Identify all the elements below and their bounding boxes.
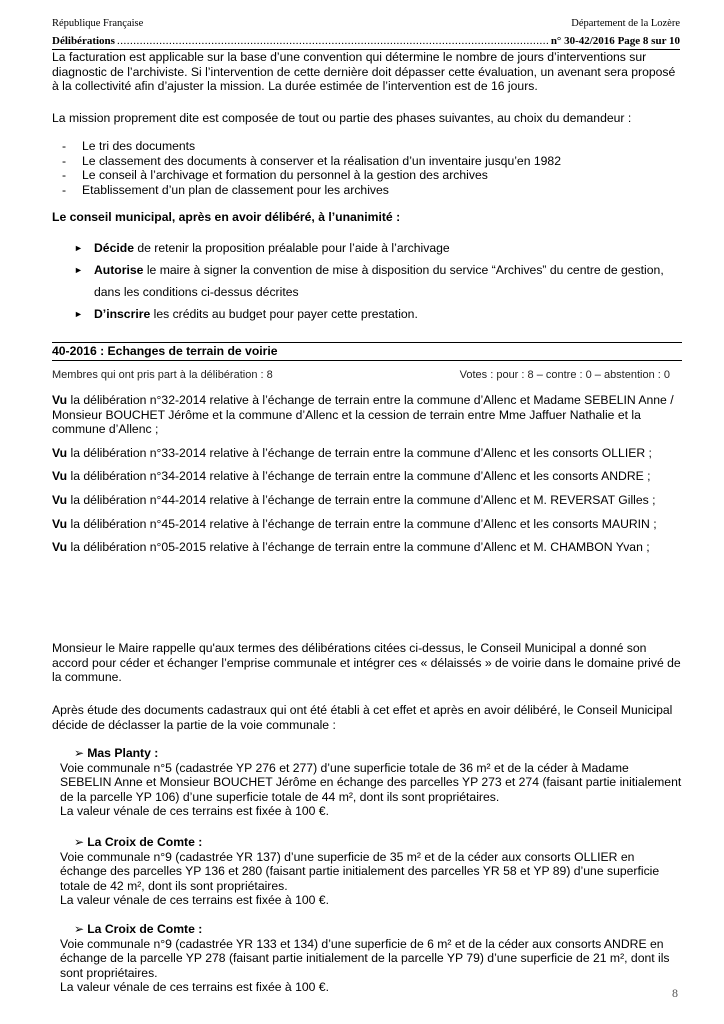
intro-block	[52, 50, 682, 94]
list-item: - Etablissement d’un plan de classement pour les archives	[52, 183, 682, 198]
vu-block	[52, 393, 682, 555]
decision-item	[52, 303, 682, 325]
header-ref: n° 30-42/2016	[550, 35, 615, 47]
list-item: - Le classement des documents à conserver et la réalisation d’un inventaire jusqu’en 1982	[52, 154, 682, 169]
vu-paragraph	[52, 493, 682, 508]
decision-list	[52, 237, 682, 325]
list-item: - Le tri des documents	[52, 139, 682, 154]
vu-text: la délibération n°05-2015 relative à l’échange de terrain entre la commune d’Allenc et M. CHAMBON Yvan ;	[67, 540, 650, 555]
votes-result: Votes : pour : 8 – contre : 0 – abstention : 0	[459, 368, 670, 381]
place-text: Voie communale n°5 (cadastrée YP 276 et 277) d’une superficie totale de 36 m² et de la céder à Madame SEBELIN Anne et Monsieur BOUCHET Jérôme en échange des parcelles YP 273 et 274 (faisant partie initialement de la parcelle YP 106) d’une superficie totale de 44 m², dont ils sont propriétaires.	[60, 760, 682, 804]
vu-label: Vu	[52, 445, 68, 460]
place-title: ➢ La Croix de Comte :	[74, 835, 203, 849]
vu-text: la délibération n°45-2014 relative à l’échange de terrain entre la commune d’Allenc et les consorts MAURIN ;	[67, 516, 657, 531]
place-title: ➢ Mas Planty :	[74, 746, 159, 760]
vu-paragraph	[52, 446, 682, 461]
vu-label: Vu	[52, 393, 68, 407]
vu-paragraph	[52, 517, 682, 532]
votes-row	[52, 368, 682, 383]
place-block	[52, 922, 682, 995]
decision-verb: Autorise	[94, 263, 144, 277]
phases-block	[52, 139, 682, 197]
page-header-bottom	[52, 31, 680, 50]
place-price: La valeur vénale de ces terrains est fixée à 100 €.	[60, 804, 329, 819]
place-block	[52, 835, 682, 908]
mission-block	[52, 111, 682, 126]
members-count: Membres qui ont pris part à la délibération : 8	[52, 368, 273, 381]
vu-text: la délibération n°33-2014 relative à l’échange de terrain entre la commune d’Allenc et les consorts OLLIER ;	[67, 445, 652, 460]
decision-heading-block	[52, 210, 682, 225]
apres-block	[52, 703, 682, 732]
arrow-bullet-icon: ►	[74, 265, 83, 275]
vu-text: la délibération n°34-2014 relative à l’échange de terrain entre la commune d’Allenc et les consorts ANDRE ;	[67, 469, 651, 484]
chevron-icon: ➢	[74, 922, 85, 936]
header-right: Département de la Lozère	[571, 18, 680, 29]
decision-item	[52, 259, 682, 303]
vu-label: Vu	[52, 469, 68, 484]
chevron-icon: ➢	[74, 835, 85, 849]
header-dot-leader	[117, 35, 549, 47]
phases-list	[52, 139, 682, 197]
list-item: - Le conseil à l’archivage et formation du personnel à la gestion des archives	[52, 168, 682, 183]
arrow-bullet-icon: ►	[74, 309, 83, 319]
paragraph-mission: La mission proprement dite est composée de tout ou partie des phases suivantes, au choix du demandeur :	[52, 111, 632, 125]
vu-paragraph	[52, 393, 682, 437]
decision-block	[52, 237, 682, 325]
arrow-bullet-icon: ►	[74, 243, 83, 253]
place-text: Voie communale n°9 (cadastrée YR 137) d’une superficie de 35 m² et de la céder aux consorts OLLIER en échange des parcelles YP 136 et 280 (faisant partie initialement des parcelles YR 58 et YP 89) d’une superficie totale de 42 m², dont ils sont propriétaires.	[60, 849, 660, 893]
vu-paragraph	[52, 540, 682, 555]
vu-paragraph	[52, 469, 682, 484]
header-page: Page 8 sur 10	[617, 35, 680, 47]
place-price: La valeur vénale de ces terrains est fixée à 100 €.	[60, 980, 329, 995]
section-header-block	[52, 342, 682, 382]
page-number: 8	[672, 986, 678, 1000]
vu-label: Vu	[52, 516, 68, 531]
vu-label: Vu	[52, 540, 68, 555]
vu-text: la délibération n°44-2014 relative à l’échange de terrain entre la commune d’Allenc et M. REVERSAT Gilles ;	[67, 492, 656, 507]
decision-text: les crédits au budget pour payer cette prestation.	[150, 307, 418, 321]
header-left: République Française	[52, 18, 144, 29]
decision-item	[52, 237, 682, 259]
decision-verb: D’inscrire	[94, 307, 151, 321]
section-title: 40-2016 : Echanges de terrain de voirie	[52, 342, 682, 361]
place-title: ➢ La Croix de Comte :	[74, 922, 203, 936]
header-label: Délibérations	[52, 35, 115, 47]
decision-verb: Décide	[94, 241, 134, 255]
page-header-top	[52, 18, 680, 32]
decision-text: de retenir la proposition préalable pour l’aide à l’archivage	[133, 241, 450, 255]
vu-label: Vu	[52, 492, 68, 507]
rappel-block	[52, 641, 682, 685]
paragraph-apres: Après étude des documents cadastraux qui ont été établi à cet effet et après en avoir délibéré, le Conseil Municipal décide de déclasser la partie de la voie communale :	[52, 703, 673, 732]
decision-text: le maire à signer la convention de mise à disposition du service “Archives” du centre de gestion, dans les conditions ci-dessus décrites	[94, 263, 664, 299]
chevron-icon: ➢	[74, 746, 85, 760]
place-price: La valeur vénale de ces terrains est fixée à 100 €.	[60, 893, 329, 908]
place-block	[52, 746, 682, 819]
vu-text: la délibération n°32-2014 relative à l’échange de terrain entre la commune d’Allenc et Madame SEBELIN Anne / Monsieur BOUCHET Jérôme et la commune d’Allenc et la cession de terrain entre Mme Jaffuer Nathalie et la commune d’Allenc ;	[52, 393, 674, 437]
paragraph-rappel: Monsieur le Maire rappelle qu'aux termes des délibérations citées ci-dessus, le Conseil Municipal a donné son accord pour céder et échanger l’emprise communale et intégrer ces « délaissés » de voirie dans le domaine privé de la commune.	[52, 641, 681, 685]
decision-heading: Le conseil municipal, après en avoir délibéré, à l’unanimité :	[52, 210, 401, 224]
paragraph-facturation: La facturation est applicable sur la base d’une convention qui détermine le nombre de jours d’interventions sur diagnostic de l’archiviste. Si l’intervention de cette dernière doit dépasser cette évaluation, un avenant sera proposé à la collectivité afin d’ajuster la mission. La durée estimée de l’intervention est de 16 jours.	[52, 50, 676, 94]
place-text: Voie communale n°9 (cadastrée YR 133 et 134) d’une superficie de 6 m² et de la céder aux consorts ANDRE en échange de la parcelle YP 278 (faisant partie initialement de la parcelle YP 79) d’une superficie de 21 m², dont ils sont propriétaires.	[60, 936, 670, 980]
